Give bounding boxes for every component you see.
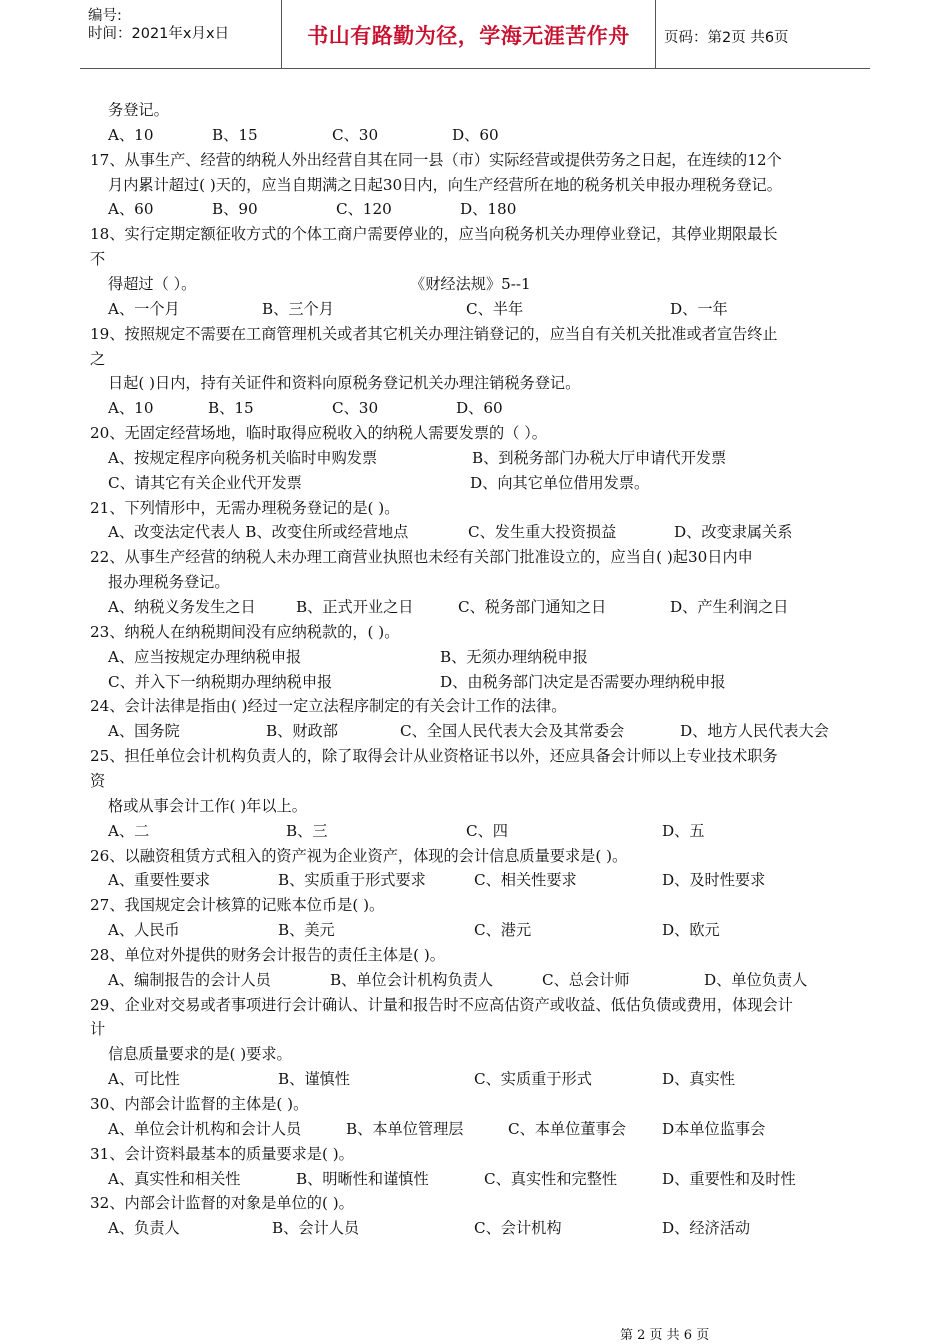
- line-text: 务登记。: [108, 101, 169, 119]
- answer-option: C、30: [332, 126, 379, 144]
- answer-option: D、由税务部门决定是否需要办理纳税申报: [440, 673, 726, 691]
- answer-option: C、总会计师: [542, 971, 630, 989]
- answer-option: D、单位负责人: [704, 971, 808, 989]
- answer-option: D、及时性要求: [662, 871, 766, 889]
- answer-option: A、人民币: [108, 921, 180, 939]
- line-text: 19、按照规定不需要在工商管理机关或者其它机关办理注销登记的，应当自有关机关批准或者宣告终止: [90, 325, 778, 343]
- answer-option: A、60: [108, 200, 154, 218]
- answer-option: 得超过（ ）。: [108, 275, 197, 293]
- line-text: 日起( )日内，持有关证件和资料向原税务登记机关办理注销税务登记。: [108, 374, 581, 392]
- answer-option: D、改变隶属关系: [674, 523, 793, 541]
- header-page-label: 页码：第2页 共6页: [664, 30, 789, 46]
- answer-option: D、60: [452, 126, 499, 144]
- answer-option: A、10: [108, 126, 154, 144]
- document-date-label: 时间：2021年x月x日: [88, 26, 230, 42]
- answer-option: D、经济活动: [662, 1219, 751, 1237]
- answer-option: C、真实性和完整性: [484, 1170, 618, 1188]
- answer-option: D、真实性: [662, 1070, 735, 1088]
- line-text: 计: [90, 1020, 106, 1038]
- answer-option: A、负责人: [108, 1219, 180, 1237]
- line-text: 24、会计法律是指由( )经过一定立法程序制定的有关会计工作的法律。: [90, 697, 567, 715]
- answer-option: D、180: [460, 200, 517, 218]
- answer-option: C、30: [332, 399, 379, 417]
- answer-option: C、请其它有关企业代开发票: [108, 474, 302, 492]
- answer-option: C、港元: [474, 921, 532, 939]
- line-text: 28、单位对外提供的财务会计报告的责任主体是( )。: [90, 946, 445, 964]
- header-motto: 书山有路勤为径，学海无涯苦作舟: [307, 24, 630, 48]
- answer-option: B、三个月: [262, 300, 334, 318]
- line-text: 31、会计资料最基本的质量要求是( )。: [90, 1145, 354, 1163]
- answer-option: B、本单位管理层: [346, 1120, 464, 1138]
- line-text: 32、内部会计监督的对象是单位的( )。: [90, 1194, 354, 1212]
- line-text: 之: [90, 350, 106, 368]
- line-text: 月内累计超过( )天的，应当自期满之日起30日内，向生产经营所在地的税务机关申报办理税务登记。: [108, 176, 782, 194]
- answer-option: B、到税务部门办税大厅申请代开发票: [472, 449, 727, 467]
- answer-option: A、单位会计机构和会计人员: [108, 1120, 302, 1138]
- line-text: 30、内部会计监督的主体是( )。: [90, 1095, 309, 1113]
- line-text: 资: [90, 772, 106, 790]
- answer-option: B、单位会计机构负责人: [330, 971, 494, 989]
- answer-option: B、明晰性和谨慎性: [296, 1170, 429, 1188]
- answer-option: C、并入下一纳税期办理纳税申报: [108, 673, 333, 691]
- answer-option: A、国务院: [108, 722, 180, 740]
- answer-option: C、半年: [466, 300, 524, 318]
- answer-option: 《财经法规》5--1: [410, 275, 531, 293]
- line-text: 格或从事会计工作( )年以上。: [108, 797, 307, 815]
- answer-option: B、谨慎性: [278, 1070, 350, 1088]
- answer-option: B、无须办理纳税申报: [440, 648, 588, 666]
- answer-option: B、会计人员: [272, 1219, 360, 1237]
- answer-option: B、15: [212, 126, 258, 144]
- answer-option: A、应当按规定办理纳税申报: [108, 648, 302, 666]
- answer-option: B、正式开业之日: [296, 598, 414, 616]
- answer-option: D、60: [456, 399, 503, 417]
- answer-option: A、可比性: [108, 1070, 180, 1088]
- answer-option: D、五: [662, 822, 705, 840]
- line-text: 27、我国规定会计核算的记账本位币是( )。: [90, 896, 385, 914]
- answer-option: A、重要性要求: [108, 871, 211, 889]
- answer-option: B、美元: [278, 921, 335, 939]
- answer-option: D本单位监事会: [662, 1120, 766, 1138]
- answer-option: A、按规定程序向税务机关临时申购发票: [108, 449, 378, 467]
- line-text: 29、企业对交易或者事项进行会计确认、计量和报告时不应高估资产或收益、低估负债或费用，体现会计: [90, 996, 793, 1014]
- answer-option: A、一个月: [108, 300, 180, 318]
- line-text: 不: [90, 250, 106, 268]
- answer-option: C、本单位董事会: [508, 1120, 626, 1138]
- line-text: 20、无固定经营场地，临时取得应税收入的纳税人需要发票的（ ）。: [90, 424, 547, 442]
- line-text: 信息质量要求的是( )要求。: [108, 1045, 292, 1063]
- answer-option: B、90: [212, 200, 258, 218]
- answer-option: D、一年: [670, 300, 728, 318]
- answer-option: A、真实性和相关性: [108, 1170, 241, 1188]
- line-text: 报办理税务登记。: [108, 573, 230, 591]
- answer-option: D、产生利润之日: [670, 598, 789, 616]
- line-text: 23、纳税人在纳税期间没有应纳税款的，( )。: [90, 623, 400, 641]
- answer-option: A、编制报告的会计人员: [108, 971, 271, 989]
- answer-option: C、全国人民代表大会及其常委会: [400, 722, 625, 740]
- answer-option: B、三: [286, 822, 328, 840]
- page-footer: 第 2 页 共 6 页: [620, 1328, 710, 1343]
- line-text: 21、下列情形中，无需办理税务登记的是( )。: [90, 499, 400, 517]
- answer-option: C、120: [336, 200, 392, 218]
- answer-option: A、改变法定代表人 B、改变住所或经营地点: [108, 523, 409, 541]
- answer-option: B、实质重于形式要求: [278, 871, 426, 889]
- answer-option: C、相关性要求: [474, 871, 577, 889]
- answer-option: B、15: [208, 399, 254, 417]
- answer-option: B、财政部: [266, 722, 338, 740]
- document-number-label: 编号:: [88, 8, 122, 24]
- answer-option: C、四: [466, 822, 508, 840]
- answer-option: D、地方人民代表大会: [680, 722, 829, 740]
- answer-option: C、会计机构: [474, 1219, 562, 1237]
- answer-option: A、10: [108, 399, 154, 417]
- line-text: 18、实行定期定额征收方式的个体工商户需要停业的，应当向税务机关办理停业登记，其停业期限最长: [90, 225, 778, 243]
- answer-option: D、欧元: [662, 921, 720, 939]
- answer-option: D、向其它单位借用发票。: [470, 474, 650, 492]
- line-text: 22、从事生产经营的纳税人未办理工商营业执照也未经有关部门批准设立的，应当自( )起30日内申: [90, 548, 753, 566]
- line-text: 25、担任单位会计机构负责人的，除了取得会计从业资格证书以外，还应具备会计师以上专业技术职务: [90, 747, 778, 765]
- answer-option: C、发生重大投资损益: [468, 523, 617, 541]
- answer-option: D、重要性和及时性: [662, 1170, 796, 1188]
- answer-option: C、税务部门通知之日: [458, 598, 607, 616]
- answer-option: A、二: [108, 822, 150, 840]
- line-text: 26、以融资租赁方式租入的资产视为企业资产，体现的会计信息质量要求是( )。: [90, 847, 628, 865]
- line-text: 17、从事生产、经营的纳税人外出经营自其在同一县（市）实际经营或提供劳务之日起，在连续的12个: [90, 151, 782, 169]
- answer-option: A、纳税义务发生之日: [108, 598, 256, 616]
- answer-option: C、实质重于形式: [474, 1070, 592, 1088]
